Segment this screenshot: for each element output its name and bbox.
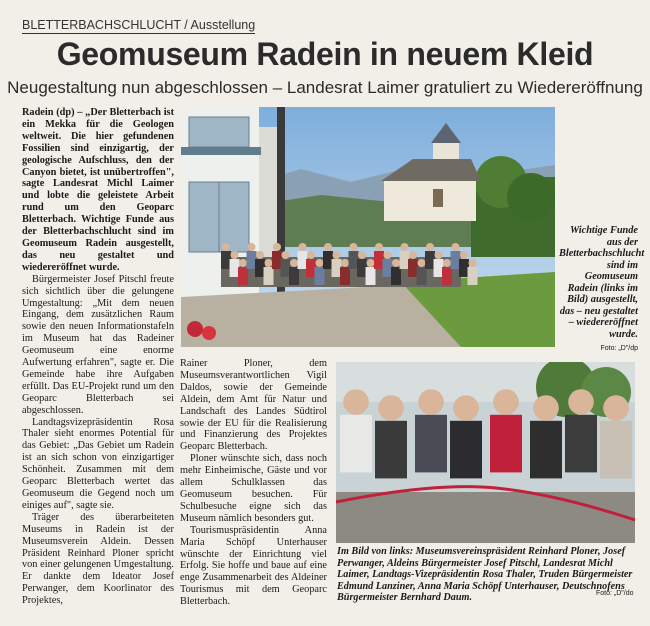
- article-paragraph: Träger des überarbeiteten Museums in Radein ist der Museumsverein Aldein. Dessen Präsident Reinhard Ploner spricht von einer gelungenen Umgestaltung. Er dankte dem Ideator Josef Perwanger, dem Koorlinator des Projektes,: [22, 511, 174, 607]
- section-kicker: BLETTERBACHSCHLUCHT / Ausstellung: [22, 18, 256, 32]
- ribbon-cutting-credit: Foto: „D"/do: [596, 590, 634, 597]
- ribbon-cutting-caption: Im Bild von links: Museumsvereinspräsident Reinhard Ploner, Josef Perwanger, Aldeins Bürgermeister Josef Pitschl, Landesrat Michl Laimer, Landtags-Vizepräsidentin Rosa Thaler, Truden Bürgermeister Edmund Lanziner, Anna Maria Schöpf Unterhauser, Deutschnofens Bürgermeister Bernhard Daum.: [337, 546, 633, 603]
- museum-photo-credit: Foto: „D"/dp: [600, 345, 638, 352]
- museum-photo-caption-text: Wichtige Funde aus der Bletterbachschlucht sind im Geomuseum Radein (links im Bild) ausgestellt, das – neu gestaltet – wiedereröffnet wurde.: [559, 225, 645, 340]
- article-paragraph: Tourismuspräsidentin Anna Maria Schöpf Unterhauser wünschte der Einrichtung viel Erfolg. Sie hoffe und baue auf eine enge Zusammenarbeit des Aldeiner Tourismus mit dem Geoparc Bletterbach.: [180, 524, 327, 608]
- article-column-2: [180, 358, 327, 608]
- ribbon-cutting-photo-image: [336, 362, 635, 543]
- museum-photo-caption: [559, 225, 645, 355]
- museum-photo-image: [181, 107, 555, 347]
- article-paragraph: Rainer Ploner, dem Museumsverantwortlichen Vigil Daldos, sowie der Gemeinde Aldein, dem Amt für Natur und Landschaft des Landes Südtirol sowie der EU für die Realisierung und Finanzierung des Projektes Geoparc Bletterbach.: [180, 358, 327, 453]
- ribbon-cutting-photo: [336, 362, 635, 543]
- article-paragraph: Landtagsvizepräsidentin Rosa Thaler sieht enormes Potential für das Gebiet: „Das Gebiet um Radein ist an sich schon von einzigartiger Schönheit. Zusammen mit dem Geoparc Bletterbach wertet das Geomuseum die Gegend noch um einiges auf", sagte sie.: [22, 416, 174, 511]
- article-lead-paragraph: Radein (dp) – „Der Bletterbach ist ein Mekka für die Geologen weltweit. Die hier gefundenen Fossilien sind einzigartig, der geologische Aufschluss, den der Canyon bietet, ist unübertroffen", sagte Landesrat Michl Laimer und lobte die geleistete Arbeit rund um den Geoparc Bletterbach. Wichtige Funde aus der Bletterbachschlucht sind im Geomuseum Radein ausgestellt, das neu gestaltet und wiedereröffnet wurde.: [22, 107, 174, 273]
- article-paragraph: Ploner wünschte sich, dass noch mehr Einheimische, Gäste und vor allem Schulklassen das Geomuseum besuchen. Für Schulbesuche eigne sich das Museum nämlich besonders gut.: [180, 453, 327, 524]
- article-paragraph: Bürgermeister Josef Pitschl freute sich sichtlich über die gelungene Umgestaltung: „Mit dem neuen Eingang, dem zusätzlichen Raum sowie den neuen Informationstafeln im Museum hat das Radeiner Geomuseum eine enorme Aufwertung erfahren", sagte er. Die Gemeinde habe ihre Aufgaben erfüllt. Das EU-Projekt rund um den Geoparc Bletterbach sei abgeschlossen.: [22, 273, 174, 416]
- subheadline: Neugestaltung nun abgeschlossen – Landesrat Laimer gratuliert zu Wiedereröffnung: [7, 78, 643, 97]
- museum-photo: [181, 107, 555, 347]
- headline: Geomuseum Radein in neuem Kleid: [56, 36, 594, 72]
- article-column-1: [22, 107, 174, 607]
